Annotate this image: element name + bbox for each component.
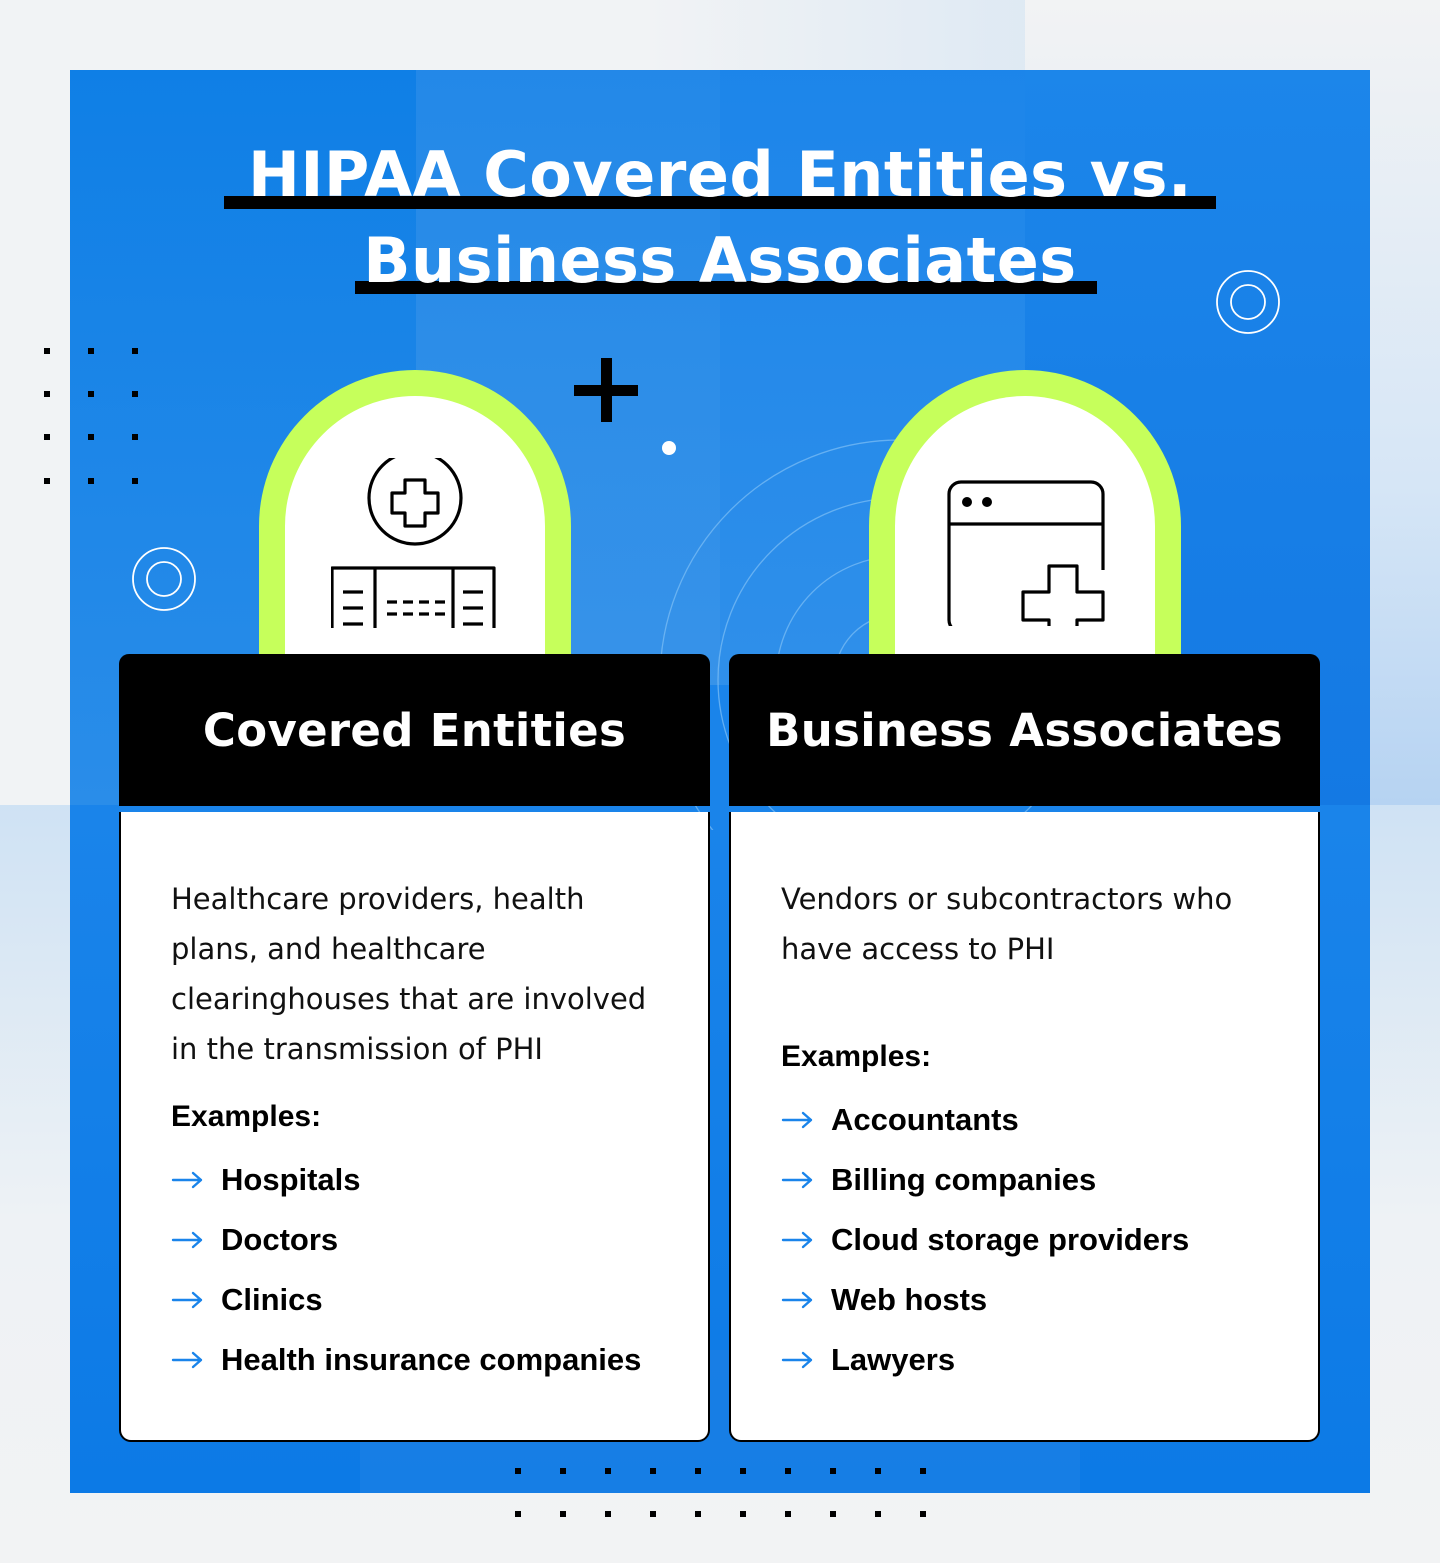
hospital-building-icon <box>331 458 501 628</box>
examples-label: Examples: <box>781 1040 932 1073</box>
example-label: Billing companies <box>831 1162 1097 1197</box>
browser-window-medical-cross-icon <box>941 456 1111 626</box>
example-label: Health insurance companies <box>221 1342 642 1377</box>
grid-dot <box>695 1511 701 1517</box>
grid-dot <box>920 1511 926 1517</box>
example-label: Clinics <box>221 1282 323 1317</box>
arch-inner <box>895 396 1155 660</box>
arrow-right-icon <box>171 1170 205 1190</box>
card-body-covered-entities <box>119 812 710 1442</box>
example-item <box>171 1270 641 1330</box>
example-label: Web hosts <box>831 1282 988 1317</box>
card-heading: Business Associates <box>766 703 1283 757</box>
grid-dot <box>830 1468 836 1474</box>
example-label: Hospitals <box>221 1162 361 1197</box>
example-label: Cloud storage providers <box>831 1222 1190 1257</box>
arrow-right-icon <box>781 1110 815 1130</box>
arrow-right-icon <box>781 1350 815 1370</box>
grid-dot <box>875 1468 881 1474</box>
title-line-1: HIPAA Covered Entities vs. <box>247 138 1193 211</box>
card-body-business-associates <box>729 812 1320 1442</box>
grid-dot <box>740 1468 746 1474</box>
card-description: Vendors or subcontractors who have access to PHI <box>781 882 1233 966</box>
target-ring-icon <box>130 545 198 613</box>
grid-dot <box>560 1468 566 1474</box>
target-ring-icon <box>1214 268 1282 336</box>
card-heading: Covered Entities <box>202 703 627 757</box>
grid-dot <box>695 1468 701 1474</box>
card-header-business-associates <box>729 654 1320 806</box>
grid-dot <box>785 1468 791 1474</box>
grid-dot <box>650 1511 656 1517</box>
title-line-2: Business Associates <box>363 224 1077 297</box>
arrow-right-icon <box>171 1230 205 1250</box>
grid-dot <box>830 1511 836 1517</box>
example-item <box>781 1090 1189 1150</box>
grid-dot <box>560 1511 566 1517</box>
example-item <box>781 1210 1189 1270</box>
arrow-right-icon <box>781 1290 815 1310</box>
arch-inner <box>285 396 545 660</box>
grid-dot <box>920 1468 926 1474</box>
example-item <box>781 1150 1189 1210</box>
grid-dot <box>785 1511 791 1517</box>
example-item <box>171 1210 641 1270</box>
arrow-right-icon <box>171 1350 205 1370</box>
grid-dot <box>515 1511 521 1517</box>
card-description: Healthcare providers, health plans, and healthcare clearinghouses that are involved in the transmission of PHI <box>171 882 647 1066</box>
grid-dot <box>605 1468 611 1474</box>
grid-dot <box>650 1468 656 1474</box>
examples-list <box>781 1090 1189 1390</box>
arrow-right-icon <box>781 1170 815 1190</box>
dot-icon <box>661 440 677 456</box>
arrow-right-icon <box>781 1230 815 1250</box>
arrow-right-icon <box>171 1290 205 1310</box>
example-item <box>171 1150 641 1210</box>
grid-dot <box>515 1468 521 1474</box>
examples-list <box>171 1150 641 1390</box>
example-item <box>781 1330 1189 1390</box>
plus-icon <box>574 358 640 424</box>
example-label: Doctors <box>221 1222 339 1257</box>
grid-dot <box>605 1511 611 1517</box>
grid-dot <box>875 1511 881 1517</box>
example-label: Accountants <box>831 1102 1019 1137</box>
example-item <box>781 1270 1189 1330</box>
example-item <box>171 1330 641 1390</box>
example-label: Lawyers <box>831 1342 956 1377</box>
card-header-covered-entities <box>119 654 710 806</box>
examples-label: Examples: <box>171 1100 322 1133</box>
grid-dot <box>740 1511 746 1517</box>
